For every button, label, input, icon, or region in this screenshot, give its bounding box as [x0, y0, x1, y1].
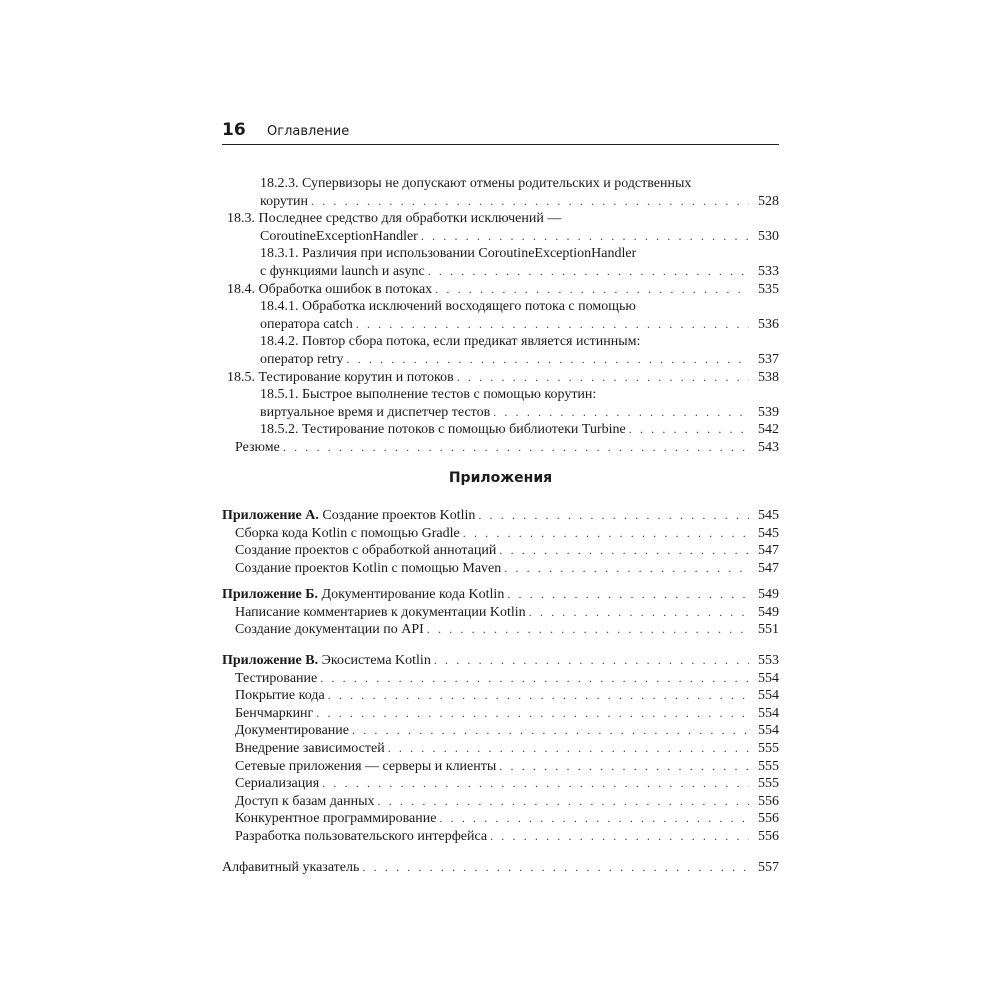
toc-page-number: 554 [758, 670, 779, 686]
dot-leader [629, 421, 749, 439]
dot-leader [493, 404, 749, 422]
toc-entry-line-last [222, 404, 779, 422]
dot-leader [388, 740, 749, 758]
toc-entry-text: виртуальное время и диспетчер тестов [260, 404, 491, 420]
appendices-heading: Приложения [448, 470, 553, 486]
dot-leader [328, 687, 749, 705]
toc-entry-title [260, 421, 626, 439]
toc-entry-title [260, 334, 640, 349]
toc-entry-title [260, 176, 691, 191]
toc-entry[interactable] [222, 369, 779, 387]
toc-entry-title [260, 387, 596, 402]
toc-page-number: 547 [758, 543, 779, 559]
index-title: Алфавитный указатель [222, 860, 360, 875]
toc-page-number: 554 [758, 705, 779, 721]
appendix-item[interactable] [222, 560, 779, 578]
appendix-item[interactable] [222, 828, 779, 846]
toc-entry-text: с функциями launch и async [260, 263, 425, 279]
toc-page-number: 536 [758, 316, 779, 332]
toc-entry-line-last [222, 439, 779, 457]
toc-entry-text: Супервизоры не допускают отмены родительских и родственных [302, 176, 692, 191]
toc-page-number: 530 [758, 228, 779, 244]
toc-page-number: 533 [758, 263, 779, 279]
appendix-title [222, 507, 475, 525]
appendix-label: Приложение А. [222, 508, 319, 523]
toc-entry-text: Обработка ошибок в потоках [258, 281, 433, 297]
appendix-title [222, 586, 504, 604]
appendix-item-title: Создание проектов Kotlin с помощью Maven [235, 560, 502, 576]
chapter-toc [222, 175, 779, 457]
toc-page-number: 555 [758, 776, 779, 792]
dot-leader [439, 810, 749, 828]
toc-entry-line [222, 386, 779, 404]
toc-entry[interactable] [222, 439, 779, 457]
toc-entry-line [222, 333, 779, 351]
appendix-item[interactable] [222, 810, 779, 828]
toc-entry-text: Быстрое выполнение тестов с помощью корутин: [302, 387, 597, 403]
toc-page-number: 547 [758, 560, 779, 576]
toc-entry-text: оператора catch [260, 316, 353, 332]
toc-entry-line-last [222, 369, 779, 387]
appendix-title-text: Экосистема Kotlin [321, 653, 431, 668]
toc-entry-number: 18.4. [227, 281, 255, 297]
appendix-item[interactable] [222, 722, 779, 740]
toc-entry-line-last [222, 281, 779, 299]
toc-entry-text: Резюме [235, 439, 280, 455]
dot-leader [352, 722, 749, 740]
appendix-item[interactable] [222, 705, 779, 723]
dot-leader [362, 859, 749, 877]
toc-entry-title [260, 351, 343, 369]
toc-entry-number: 18.2.3. [260, 176, 299, 191]
toc-page-number: 538 [758, 369, 779, 385]
index-toc [222, 859, 779, 877]
toc-entry[interactable] [222, 333, 779, 368]
page-number: 16 [222, 120, 246, 140]
toc-entry[interactable] [222, 386, 779, 421]
dot-leader [356, 316, 749, 334]
appendix-title-line[interactable] [222, 507, 779, 525]
appendix-item-title: Сетевые приложения — серверы и клиенты [235, 758, 497, 774]
toc-entry-line-last [222, 263, 779, 281]
toc-entry-number: 18.4.1. [260, 299, 299, 315]
toc-page-number: 542 [758, 422, 779, 438]
appendix-label: Приложение В. [222, 653, 319, 668]
toc-entry-text: Повтор сбора потока, если предикат является истинным: [302, 334, 641, 350]
dot-leader [346, 351, 749, 369]
toc-entry-title [227, 211, 561, 226]
dot-leader [428, 263, 749, 281]
toc-page-number: 537 [758, 351, 779, 367]
toc-entry-text: корутин [260, 193, 309, 209]
toc-entry-title [260, 193, 308, 211]
toc-entry-number: 18.4.2. [260, 334, 299, 350]
toc-entry-line [222, 210, 779, 228]
dot-leader [311, 193, 749, 211]
appendix-item[interactable] [222, 542, 779, 560]
appendix-label: Приложение Б. [222, 587, 319, 602]
dot-leader [457, 369, 749, 387]
toc-entry-text: Тестирование корутин и потоков [258, 369, 454, 385]
toc-page-number: 557 [758, 860, 779, 875]
dot-leader [378, 793, 749, 811]
appendix-item-title: Сборка кода Kotlin с помощью Gradle [235, 525, 460, 541]
appendix-item[interactable] [222, 687, 779, 705]
toc-page-number: 556 [758, 828, 779, 844]
dot-leader [463, 525, 749, 543]
dot-leader [283, 439, 749, 457]
toc-page-number: 535 [758, 281, 779, 297]
dot-leader [316, 705, 749, 723]
dot-leader [320, 670, 749, 688]
toc-entry-text: Различия при использовании CoroutineExceptionHandler [302, 246, 637, 262]
toc-entry-number: 18.5.1. [260, 387, 299, 403]
appendix-title-line[interactable] [222, 586, 779, 604]
toc-entry[interactable] [222, 210, 779, 245]
dot-leader [490, 828, 749, 846]
toc-entry-text: Обработка исключений восходящего потока с помощью [302, 299, 636, 315]
toc-page-number: 528 [758, 193, 779, 209]
appendix-item-title: Доступ к базам данных [235, 793, 375, 809]
toc-page-number: 555 [758, 758, 779, 774]
toc-entry-line [222, 298, 779, 316]
toc-entry[interactable] [222, 175, 779, 210]
toc-entry-line-last [222, 351, 779, 369]
appendix-item-title: Внедрение зависимостей [235, 740, 385, 756]
toc-page-number: 545 [758, 508, 779, 523]
running-title: Оглавление [267, 124, 350, 139]
toc-entry-title [260, 299, 636, 314]
appendix-item-title: Сериализация [235, 776, 320, 792]
dot-leader [421, 228, 749, 246]
appendix-item[interactable] [222, 740, 779, 758]
dot-leader [504, 560, 749, 578]
appendix-item[interactable] [222, 758, 779, 776]
toc-entry-text: Тестирование потоков с помощью библиотеки Turbine [302, 422, 626, 438]
toc-entry-text: Последнее средство для обработки исключений — [258, 211, 562, 227]
appendix-item[interactable] [222, 670, 779, 688]
appendix-item[interactable] [222, 525, 779, 543]
toc-entry-line [222, 175, 779, 193]
toc-entry-number: 18.3.1. [260, 246, 299, 262]
toc-entry-title [260, 263, 425, 281]
appendix-title-line[interactable] [222, 652, 779, 670]
toc-entry-title [227, 281, 432, 299]
toc-entry-title [260, 316, 353, 334]
toc-page-number: 549 [758, 604, 779, 620]
toc-entry-line-last [222, 193, 779, 211]
toc-entry-number: 18.3. [227, 211, 255, 227]
appendix-item-title: Документирование [235, 723, 349, 739]
toc-page-number: 555 [758, 740, 779, 756]
toc-page-number: 554 [758, 688, 779, 704]
dot-leader [435, 281, 749, 299]
toc-entry-title [260, 246, 636, 261]
index-entry[interactable] [222, 859, 779, 877]
appendix-item-title: Покрытие кода [235, 688, 325, 704]
toc-page-number: 539 [758, 404, 779, 420]
toc-page-number: 556 [758, 793, 779, 809]
toc-page-number: 554 [758, 723, 779, 739]
appendix-title-text: Документирование кода Kotlin [321, 587, 505, 602]
toc-entry[interactable] [222, 421, 779, 439]
toc-entry[interactable] [222, 281, 779, 299]
toc-entry-title [227, 369, 454, 387]
toc-entry-line [222, 245, 779, 263]
dot-leader [427, 621, 749, 639]
toc-page-number: 551 [758, 622, 779, 638]
appendix-item[interactable] [222, 621, 779, 639]
dot-leader [499, 542, 749, 560]
dot-leader [322, 775, 749, 793]
dot-leader [529, 604, 749, 622]
toc-entry-line-last [222, 421, 779, 439]
toc-entry-title [260, 404, 490, 422]
toc-entry-text: CoroutineExceptionHandler [260, 228, 418, 244]
appendix-item-title: Бенчмаркинг [235, 705, 314, 721]
toc-entry-line-last [222, 228, 779, 246]
page-header [222, 122, 779, 145]
toc-entry-text: оператор retry [260, 351, 344, 367]
dot-leader [507, 586, 749, 604]
appendix-item[interactable] [222, 775, 779, 793]
toc-page-number: 549 [758, 587, 779, 602]
toc-page-number: 553 [758, 653, 779, 668]
toc-entry[interactable] [222, 245, 779, 280]
toc-page-number: 556 [758, 811, 779, 827]
appendix-item[interactable] [222, 604, 779, 622]
toc-entry[interactable] [222, 298, 779, 333]
appendix-group [222, 586, 779, 639]
toc-entry-number: 18.5. [227, 369, 255, 385]
appendix-title [222, 652, 431, 670]
toc-page-number: 545 [758, 525, 779, 541]
appendix-item-title: Создание проектов с обработкой аннотаций [235, 543, 497, 559]
appendix-group [222, 652, 779, 846]
appendix-group [222, 507, 779, 577]
appendix-item-title: Разработка пользовательского интерфейса [235, 828, 488, 844]
appendix-item-title: Написание комментариев к документации Kotlin [235, 604, 526, 620]
dot-leader [499, 758, 749, 776]
toc-entry-line-last [222, 316, 779, 334]
toc-entry-number: 18.5.2. [260, 422, 299, 438]
dot-leader [434, 652, 749, 670]
toc-page-number: 543 [758, 439, 779, 455]
dot-leader [478, 507, 749, 525]
appendix-item[interactable] [222, 793, 779, 811]
toc-entry-title [260, 228, 418, 246]
appendix-item-title: Конкурентное программирование [235, 811, 437, 827]
appendix-item-title: Тестирование [235, 670, 318, 686]
appendix-title-text: Создание проектов Kotlin [322, 508, 476, 523]
appendix-item-title: Создание документации по API [235, 622, 424, 638]
toc-entry-title [235, 439, 280, 457]
